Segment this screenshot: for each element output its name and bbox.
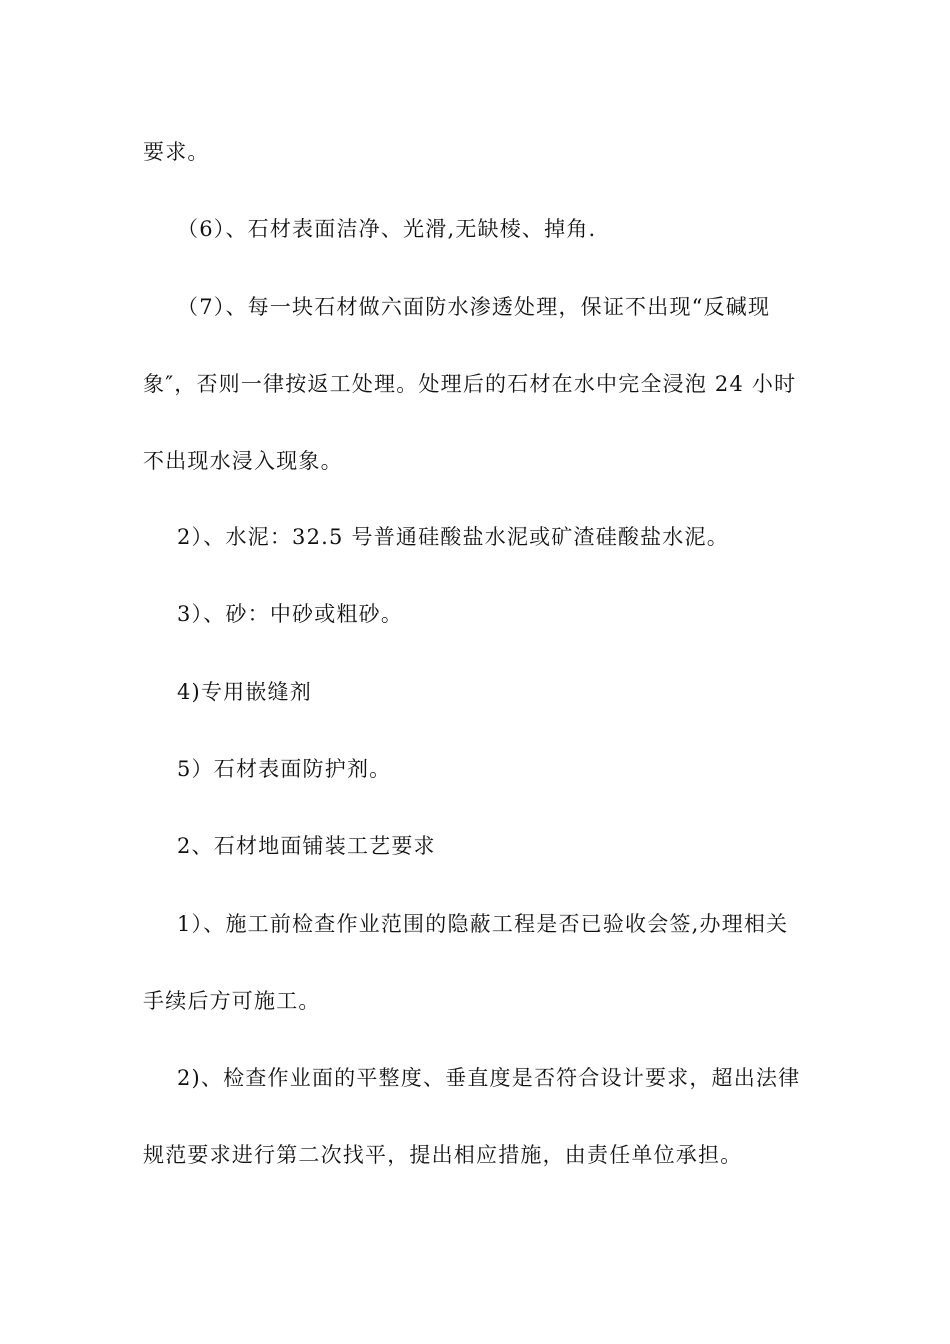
text-line: 手续后方可施工。	[143, 989, 321, 1013]
text-line: 1）、施工前检查作业范围的隐蔽工程是否已验收会签,办理相关	[177, 912, 789, 936]
text-line: 象″，否则一律按返工处理。处理后的石材在水中完全浸泡 24 小时	[143, 372, 797, 396]
text-line: 3）、砂：中砂或粗砂。	[177, 602, 404, 626]
text-line: （7）、每一块石材做六面防水渗透处理，保证不出现“反碱现	[177, 295, 771, 319]
text-line: 2）、水泥：32.5 号普通硅酸盐水泥或矿渣硅酸盐水泥。	[177, 525, 729, 549]
text-line: 2)、检查作业面的平整度、垂直度是否符合设计要求，超出法律	[177, 1066, 801, 1090]
text-line: 不出现水浸入现象。	[143, 449, 343, 473]
text-line: 规范要求进行第二次找平，提出相应措施，由责任单位承担。	[143, 1143, 743, 1167]
text-line: 4)专用嵌缝剂	[177, 680, 312, 704]
text-line: 2、石材地面铺装工艺要求	[177, 834, 436, 858]
text-line: 要求。	[143, 140, 210, 164]
text-line: 5）石材表面防护剂。	[177, 757, 392, 781]
text-line: （6）、石材表面洁净、光滑,无缺棱、掉角.	[177, 217, 597, 241]
